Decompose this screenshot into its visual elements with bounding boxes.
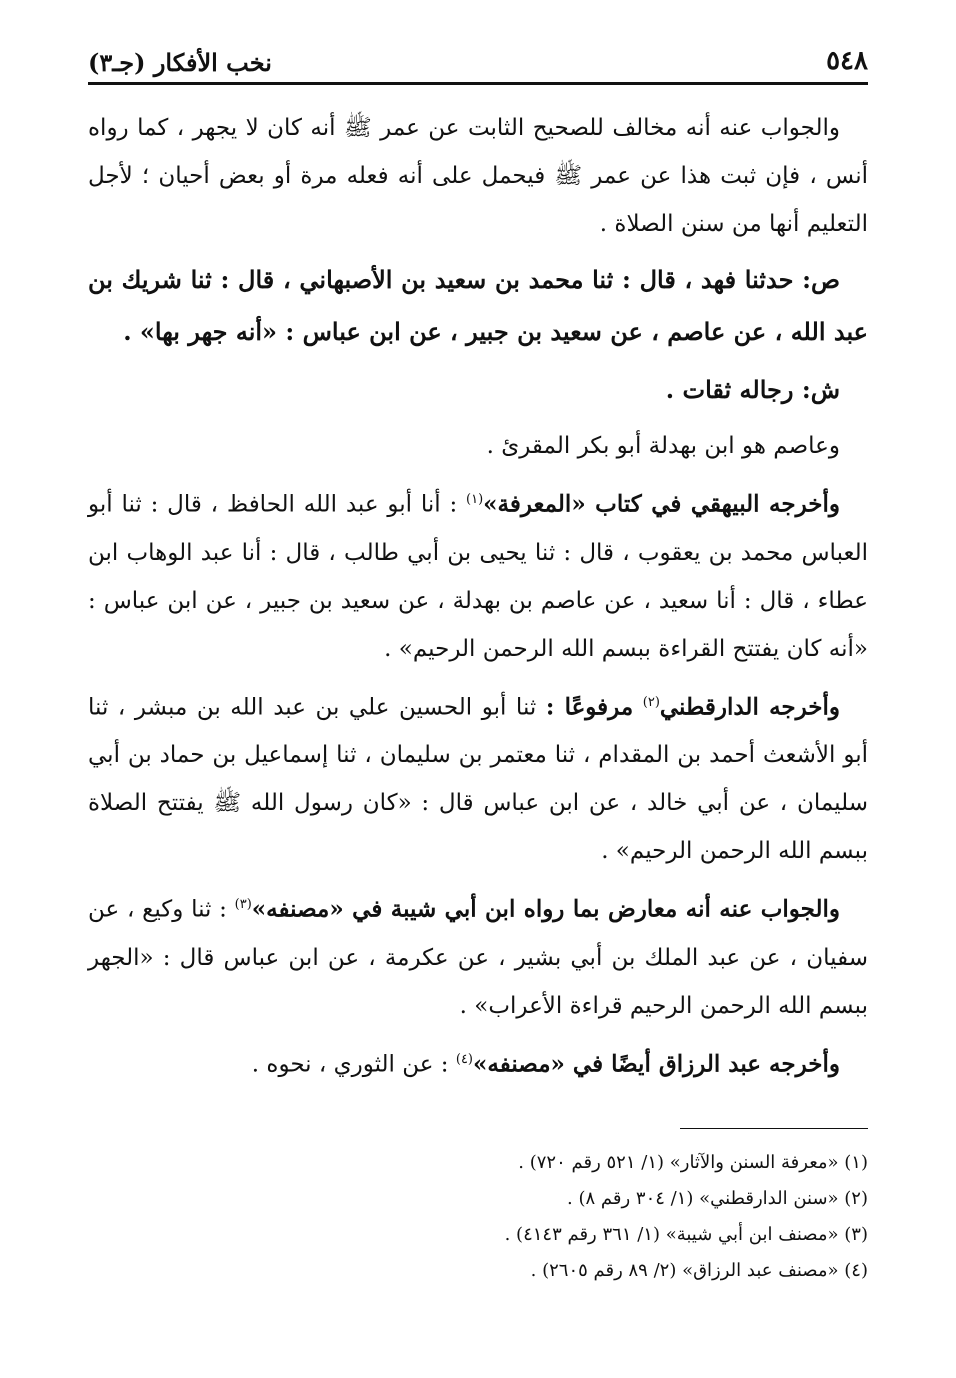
paragraph-answer-2 bbox=[88, 881, 868, 1030]
answer-2-text: : ثنا وكيع ، عن سفيان ، عن عبد الملك بن أبي بشير ، عن عكرمة ، عن ابن عباس قال : «الجهر ببسم الله الرحمن الرحيم قراءة الأعراب» . bbox=[88, 896, 868, 1019]
footnote-1: (١) «معرفة السنن والآثار» (١/ ٥٢١ رقم ٧٢٠) . bbox=[518, 1152, 868, 1173]
footnote-separator bbox=[680, 1128, 868, 1129]
running-title: نخب الأفكار (جـ٣) bbox=[88, 48, 272, 77]
bayhaqi-text: : أنا أبو عبد الله الحافظ ، قال : ثنا أبو العباس محمد بن يعقوب ، قال : ثنا يحيى بن أبي طالب ، قال : أنا عبد الوهاب ابن عطاء ، قال : أنا سعيد ، عن عاصم بن بهدلة ، عن سعيد بن جبير ، عن ابن عباس : «أنه كان يفتتح القراءة ببسم الله الرحمن الرحيم» . bbox=[88, 491, 868, 662]
footnote-ref-2: (٢) bbox=[642, 694, 660, 710]
paragraph-abdulrazzaq bbox=[88, 1036, 868, 1089]
footnote-ref-3: (٣) bbox=[234, 897, 252, 913]
abdulrazzaq-text: : عن الثوري ، نحوه . bbox=[251, 1051, 449, 1078]
footnote-2: (٢) «سنن الدارقطني» (١/ ٣٠٤ رقم ٨) . bbox=[567, 1188, 868, 1209]
page-header bbox=[88, 42, 868, 85]
paragraph-sad-narration: ص: حدثنا فهد ، قال : ثنا محمد بن سعيد بن الأصبهاني ، قال : ثنا شريك بن عبد الله ، عن عاصم ، عن سعيد بن جبير ، عن ابن عباس : «أنه جهر بها» . bbox=[88, 265, 868, 346]
footnote-4: (٤) «مصنف عبد الرزاق» (٢/ ٨٩ رقم ٢٦٠٥) . bbox=[530, 1260, 868, 1281]
daraqutni-marfu: مرفوعًا : bbox=[545, 693, 634, 721]
paragraph-answer-1: والجواب عنه أنه مخالف للصحيح الثابت عن عمر ﷺ أنه كان لا يجهر ، كما رواه أنس ، فإن ثبت هذا عن عمر ﷺ فيحمل على أنه فعله مرة أو بعض أحيان ؛ لأجل التعليم أنها من سنن الصلاة . bbox=[88, 115, 868, 237]
paragraph-shin-comment: ش: رجاله ثقات . bbox=[665, 375, 840, 404]
footnotes bbox=[300, 1145, 868, 1289]
footnote-ref-4: (٤) bbox=[455, 1051, 473, 1067]
main-text bbox=[88, 104, 868, 1095]
page-number: ٥٤٨ bbox=[826, 46, 868, 76]
daraqutni-lead: وأخرجه الدارقطني bbox=[659, 693, 841, 721]
paragraph-bayhaqi bbox=[88, 476, 868, 673]
paragraph-daraqutni bbox=[88, 679, 868, 876]
daraqutni-text: ثنا أبو الحسين علي بن عبد الله بن مبشر ، ثنا أبو الأشعث أحمد بن المقدام ، ثنا معتمر بن سليمان ، ثنا إسماعيل بن حماد بن أبي سليمان ، عن أبي خالد ، عن ابن عباس قال : «كان رسول الله ﷺ يفتتح الصلاة ببسم الله الرحمن الرحيم» . bbox=[88, 694, 868, 865]
paragraph-asim-note: وعاصم هو ابن بهدلة أبو بكر المقرئ . bbox=[486, 433, 840, 459]
footnote-ref-1: (١) bbox=[466, 492, 484, 507]
bayhaqi-lead: وأخرجه البيهقي في كتاب «المعرفة» bbox=[483, 490, 840, 518]
answer-2-lead: والجواب عنه أنه معارض بما رواه ابن أبي شيبة في «مصنفه» bbox=[251, 895, 840, 923]
abdulrazzaq-lead: وأخرجه عبد الرزاق أيضًا في «مصنفه» bbox=[473, 1050, 840, 1078]
footnote-3: (٣) «مصنف ابن أبي شيبة» (١/ ٣٦١ رقم ٤١٤٣) . bbox=[504, 1224, 868, 1245]
